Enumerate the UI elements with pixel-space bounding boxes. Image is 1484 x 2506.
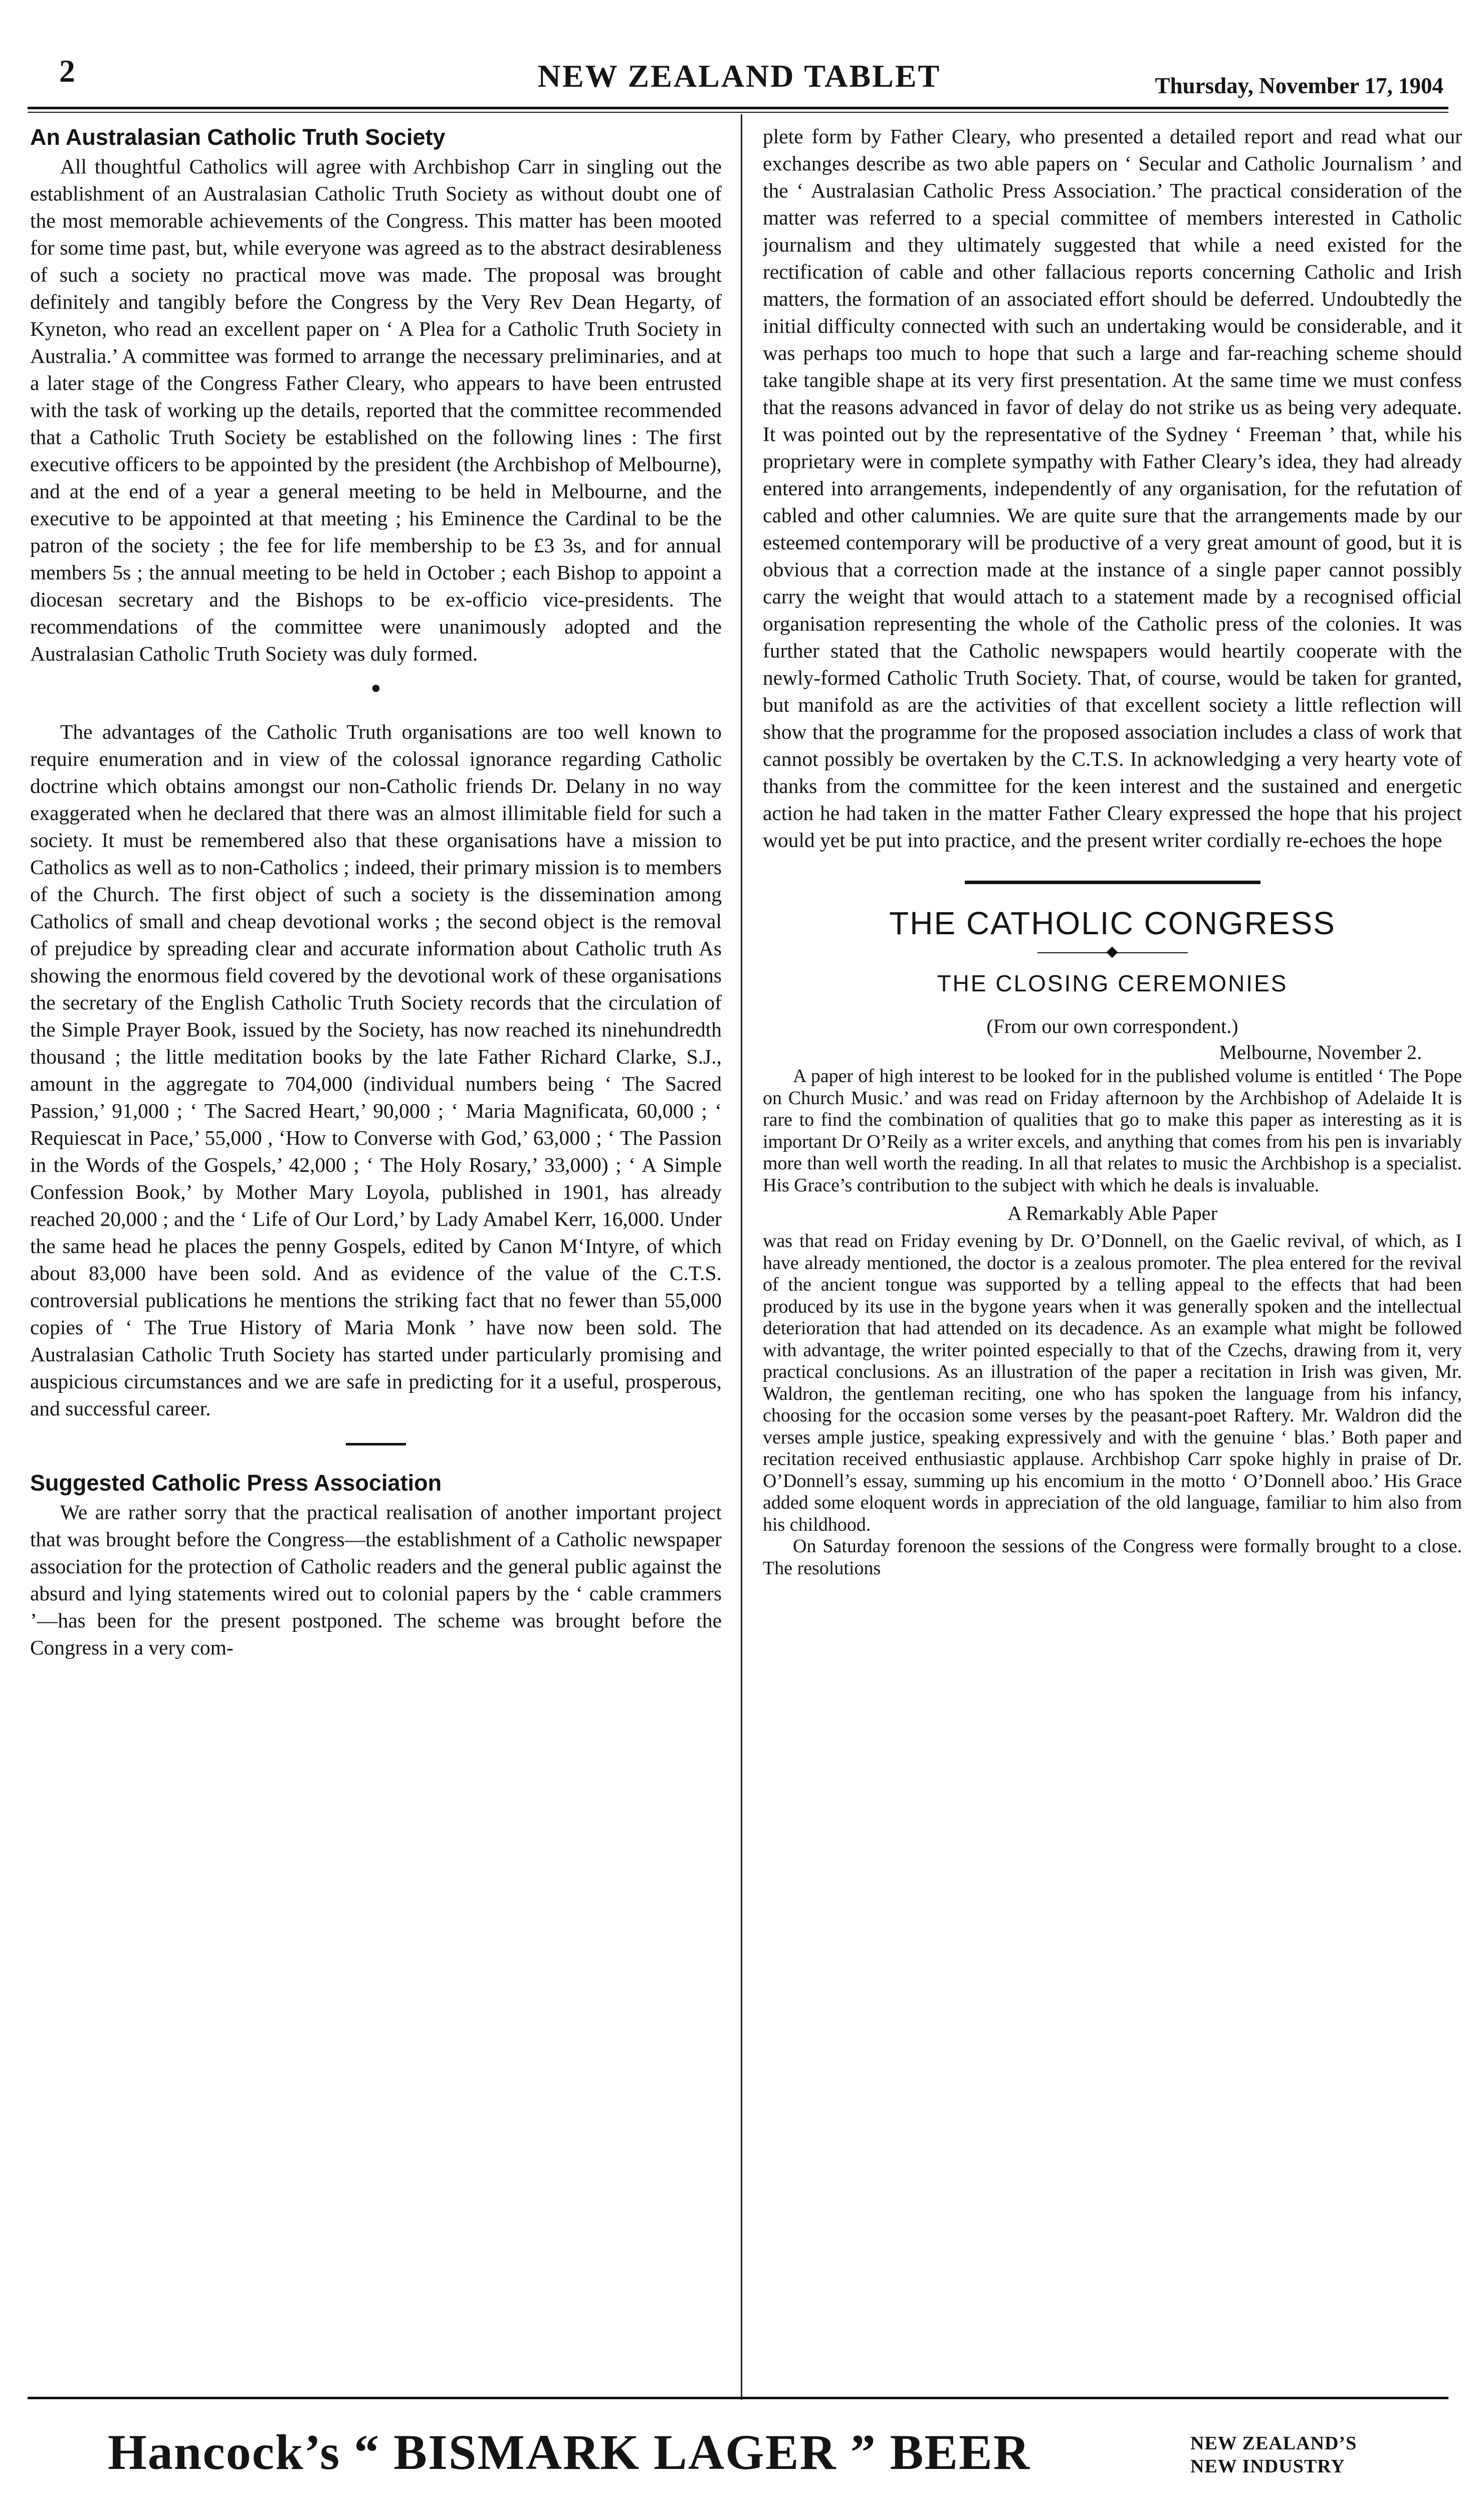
congress-subhead: A Remarkably Able Paper (1007, 1202, 1217, 1224)
bullet-separator: ● (370, 679, 381, 697)
page-header (35, 53, 1443, 108)
footer-rule (28, 2397, 1448, 2399)
truth-organisations-paragraph: The advantages of the Catholic Truth organisations are too well known to require enumeration and in view of the colossal ignorance regarding Catholic doctrine which obtains amongst our non-Catholic friends Dr. Delany in no way exaggerated when he declared that there was an almost illimitable field for such a society. It must be remembered also that these organisations have a mission to Catholics as well as to non-Catholics ; indeed, their primary mission is to members of the Church. The first object of such a society is the dissemination among Catholics of small and cheap devotional works ; the second object is the removal of prejudice by spreading clear and accurate information about Catholic truth As showing the enormous field covered by the devotional work of these organisations the secretary of the English Catholic Truth Society records that the circulation of the Simple Prayer Book, issued by the Society, has now reached its ninehundredth thousand ; the little meditation books by the late Father Richard Clarke, S.J., amount in the aggregate to 704,000 (individual numbers being ‘ The Sacred Passion,’ 91,000 ; ‘ The Sacred Heart,’ 90,000 ; ‘ Maria Magnificata, 60,000 ; ‘ Requiescat in Pace,’ 55,000 , ‘How to Converse with God,’ 63,000 ; ‘ The Passion in the Words of the Gospels,’ 42,000 ; ‘ The Holy Rosary,’ 33,000) ; ‘ A Simple Confession Book,’ by Mother Mary Loyola, published in 1901, has already reached 20,000 ; and the ‘ Life of Our Lord,’ by Lady Amabel Kerr, 16,000. Under the same head he places the penny Gospels, edited by Canon M‘Intyre, of which about 83,000 have been sold. And as evidence of the value of the C.T.S. controversial publications he mentions the striking fact that no fewer than 55,000 copies of ‘ The True History of Maria Monk ’ have now been sold. The Australasian Catholic Truth Society has started under particularly promising and auspicious circumstances and we are safe in predicting for it a useful, prosperous, and successful career. (30, 720, 722, 1420)
press-association-paragraph: We are rather sorry that the practical realisation of another important project that was brought before the Congress—the establishment of a Catholic newspaper association for the protection of Catholic readers and the general public against the absurd and lying statements wired out to colonial papers by the ‘ cable crammers ’—has been for the present postponed. The scheme was brought before the Congress in a very com- (30, 1501, 722, 1659)
diamond-ornament (1037, 945, 1188, 960)
press-association-heading: Suggested Catholic Press Association (30, 1470, 442, 1496)
masthead: NEW ZEALAND TABLET (537, 58, 941, 94)
congress-title: THE CATHOLIC CONGRESS (889, 905, 1336, 941)
congress-rule (965, 881, 1260, 884)
header-rule (28, 107, 1448, 109)
ad-headline: Hancock’s “ BISMARK LAGER ” BEER (108, 2424, 1031, 2480)
ad-tagline (1190, 2432, 1357, 2478)
congress-report (763, 1066, 1462, 1579)
place-date: Melbourne, November 2. (1219, 1041, 1422, 1064)
column-divider (741, 114, 742, 2400)
ad-tagline-line2: NEW INDUSTRY (1190, 2456, 1345, 2477)
issue-date: Thursday, November 17, 1904 (1155, 73, 1443, 98)
congress-paragraph-1: A paper of high interest to be looked for in the published volume is entitled ‘ The Pope on Church Music.’ and was read on Friday afternoon by the Archbishop of Adelaide It is rare to find the combination of qualities that go to make this paper as interesting as it is important Dr O’Reily as a writer excels, and anything that comes from his pen is invariably more than well worth the reading. In all that relates to music the Archbishop is a specialist. His Grace’s contribution to the subject with which he deals is invaluable. (763, 1066, 1462, 1196)
header-rule-thin (28, 112, 1448, 113)
congress-paragraph-2: was that read on Friday evening by Dr. O’Donnell, on the Gaelic revival, of which, as I have already mentioned, the doctor is a zealous promoter. The plea entered for the revival of the ancient tongue was supported by a telling appeal to the effects that had been produced by its use in the bygone years when it was generally spoken and the intellectual deterioration that had attended on its decadence. As an example what might be followed with advantage, the writer pointed especially to that of the Czechs, drawing from it, very practical conclusions. As an illustration of the paper a recitation in Irish was given, Mr. Waldron, the gentleman reciting, one who has spoken the language from his infancy, choosing for the occasion some verses by the peasant-poet Raftery. Mr. Waldron did the verses ample justice, speaking expressively and with the genuine ‘ blas.’ Both paper and recitation received enthusiastic applause. Archbishop Carr spoke highly in praise of Dr. O’Donnell’s essay, summing up his encomium in the motto ‘ O’Donnell aboo.’ His Grace added some eloquent words in appreciation of the old language, familiar to him also from his childhood. (763, 1230, 1462, 1535)
page-number: 2 (59, 53, 75, 89)
truth-society-paragraph: All thoughtful Catholics will agree with Archbishop Carr in singling out the establishment of an Australasian Catholic Truth Society as without doubt one of the most memorable achievements of the Congress. This matter has been mooted for some time past, but, while everyone was agreed as to the abstract desirableness of such a society no practical move was made. The proposal was brought definitely and tangibly before the Congress by the Very Rev Dean Hegarty, of Kyneton, who read an excellent paper on ‘ A Plea for a Catholic Truth Society in Australia.’ A committee was formed to arrange the necessary preliminaries, and at a later stage of the Congress Father Cleary, who appears to have been entrusted with the task of working up the details, reported that the committee recommended that a Catholic Truth Society be established on the following lines : The first executive officers to be appointed by the president (the Archbishop of Melbourne), and at the end of a year a general meeting to be held in Melbourne, and the executive to be appointed at that meeting ; his Eminence the Cardinal to be the patron of the society ; the fee for life membership to be £3 3s, and for annual members 5s ; the annual meeting to be held in October ; each Bishop to appoint a diocesan secretary and the Bishops to be ex-officio vice-presidents. The recommendations of the committee were unanimously adopted and the Australasian Catholic Truth Society was duly formed. (30, 155, 722, 665)
right-column (763, 123, 1462, 2388)
left-column (30, 123, 722, 2388)
section-rule (346, 1443, 406, 1445)
correspondent-credit: (From our own correspondent.) (986, 1015, 1238, 1037)
congress-subtitle: THE CLOSING CEREMONIES (937, 970, 1288, 996)
footer-advertisement (0, 2406, 1484, 2506)
truth-society-heading: An Australasian Catholic Truth Society (30, 124, 446, 150)
congress-paragraph-3: On Saturday forenoon the sessions of the Congress were formally brought to a close. The resolutions (763, 1536, 1462, 1579)
press-association-continuation: plete form by Father Cleary, who presented a detailed report and read what our exchanges describe as two able papers on ‘ Secular and Catholic Journalism ’ and the ‘ Australasian Catholic Press Association.’ The practical consideration of the matter was referred to a special committee of members interested in Catholic journalism and they ultimately suggested that while a need existed for the rectification of cable and other fallacious reports concerning Catholic and Irish matters, the formation of an associated effort should be deferred. Undoubtedly the initial difficulty connected with such an undertaking would be considerable, and it was perhaps too much to hope that such a large and far-reaching scheme should take tangible shape at its very first presentation. At the same time we must confess that the reasons advanced in favor of delay do not strike us as being very adequate. It was pointed out by the representative of the Sydney ‘ Freeman ’ that, while his proprietary were in complete sympathy with Father Cleary’s idea, they had already entered into arrangements, independently of any organisation, for the refutation of cabled and other calumnies. We are quite sure that the arrangements made by our esteemed contemporary will be productive of a very great amount of good, but it is obvious that a correction made at the instance of a single paper cannot possibly carry the weight that would attach to a statement made by a recognised official organisation representing the whole of the Catholic press of the colonies. It was further stated that the Catholic newspapers would heartily cooperate with the newly-formed Catholic Truth Society. That, of course, would be taken for granted, but manifold as are the activities of that excellent society a little reflection will show that the programme for the proposed association includes a class of work that cannot possibly be overtaken by the C.T.S. In acknowledging a very hearty vote of thanks from the committee for the keen interest and the sustained and energetic action he had taken in the matter Father Cleary expressed the hope that his project would yet be put into practice, and the present writer cordially re-echoes the hope (763, 125, 1462, 852)
ad-tagline-line1: NEW ZEALAND’S (1190, 2433, 1357, 2454)
